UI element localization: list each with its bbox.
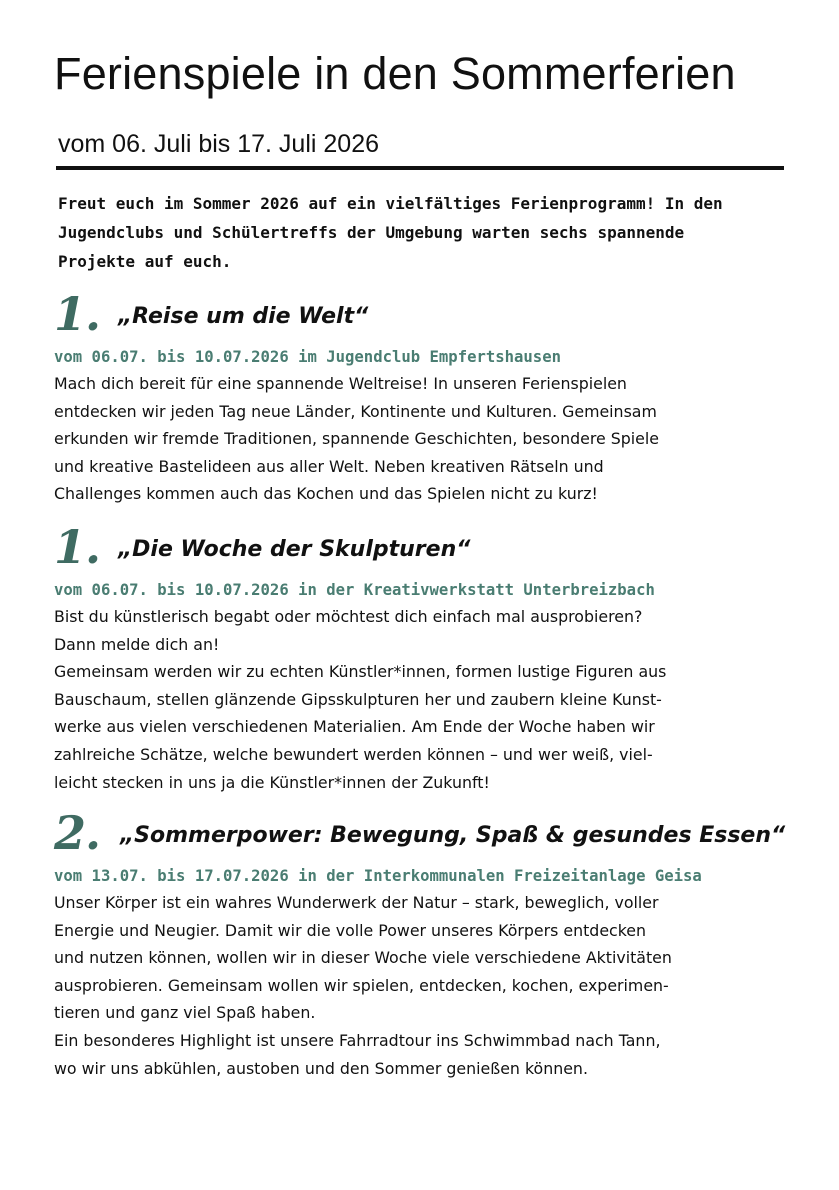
project-section-1 xyxy=(54,287,794,508)
description-line: Unser Körper ist ein wahres Wunderwerk der Natur – stark, beweglich, voller xyxy=(54,893,659,912)
project-section-3 xyxy=(54,806,794,1082)
project-title: „Die Woche der Skulpturen“ xyxy=(118,537,471,562)
intro-paragraph xyxy=(58,189,786,276)
page-title: Ferienspiele in den Sommerferien xyxy=(54,48,736,99)
project-number: 1. xyxy=(54,287,101,341)
description-line: erkunden wir fremde Traditionen, spannende Geschichten, besondere Spiele xyxy=(54,429,659,449)
description-line: und nutzen können, wollen wir in dieser Woche viele verschiedene Aktivitäten xyxy=(54,948,672,968)
description-line: leicht stecken in uns ja die Künstler*innen der Zukunft! xyxy=(54,772,490,792)
project-heading xyxy=(54,806,794,861)
description-line: Mach dich bereit für eine spannende Weltreise! In unseren Ferienspielen xyxy=(54,374,627,393)
description-line: werke aus vielen verschiedenen Materialien. Am Ende der Woche haben wir xyxy=(54,717,655,737)
project-description xyxy=(54,603,794,796)
intro-line: Freut euch im Sommer 2026 auf ein vielfältiges Ferienprogramm! In den xyxy=(58,194,723,213)
project-date: vom 13.07. bis 17.07.2026 in der Interkommunalen Freizeitanlage Geisa xyxy=(54,867,702,885)
intro-line: Jugendclubs und Schülertreffs der Umgebung warten sechs spannende xyxy=(58,223,685,242)
description-line: Dann melde dich an! xyxy=(54,634,220,654)
description-line: und kreative Bastelideen aus aller Welt. Neben kreativen Rätseln und xyxy=(54,456,604,476)
project-title: „Sommerpower: Bewegung, Spaß & gesundes Essen“ xyxy=(120,823,786,848)
description-line: Ein besonderes Highlight ist unsere Fahrradtour ins Schwimmbad nach Tann, xyxy=(54,1030,661,1050)
project-section-2 xyxy=(54,520,794,796)
description-line: zahlreiche Schätze, welche bewundert werden können – und wer weiß, viel- xyxy=(54,744,653,764)
description-line: tieren und ganz viel Spaß haben. xyxy=(54,1003,316,1023)
title-divider xyxy=(56,166,784,170)
description-line: Bist du künstlerisch begabt oder möchtest dich einfach mal ausprobieren? xyxy=(54,607,643,626)
project-date: vom 06.07. bis 10.07.2026 im Jugendclub Empfertshausen xyxy=(54,348,561,366)
project-date: vom 06.07. bis 10.07.2026 in der Kreativwerkstatt Unterbreizbach xyxy=(54,581,655,599)
description-line: Energie und Neugier. Damit wir die volle Power unseres Körpers entdecken xyxy=(54,920,647,940)
project-heading xyxy=(54,520,794,575)
description-line: Bauschaum, stellen glänzende Gipsskulpturen her und zaubern kleine Kunst- xyxy=(54,689,662,709)
project-number: 1. xyxy=(54,520,101,574)
description-line: entdecken wir jeden Tag neue Länder, Kontinente und Kulturen. Gemeinsam xyxy=(54,401,657,421)
project-description xyxy=(54,370,794,508)
description-line: Gemeinsam werden wir zu echten Künstler*innen, formen lustige Figuren aus xyxy=(54,662,667,682)
description-line: Challenges kommen auch das Kochen und das Spielen nicht zu kurz! xyxy=(54,484,598,504)
description-line: ausprobieren. Gemeinsam wollen wir spielen, entdecken, kochen, experimen- xyxy=(54,975,669,995)
intro-line: Projekte auf euch. xyxy=(58,252,232,271)
date-range-subtitle: vom 06. Juli bis 17. Juli 2026 xyxy=(58,130,380,158)
project-description xyxy=(54,889,794,1082)
project-heading xyxy=(54,287,794,342)
description-line: wo wir uns abkühlen, austoben und den Sommer genießen können. xyxy=(54,1058,588,1078)
project-title: „Reise um die Welt“ xyxy=(118,304,369,329)
project-number: 2. xyxy=(54,806,101,860)
